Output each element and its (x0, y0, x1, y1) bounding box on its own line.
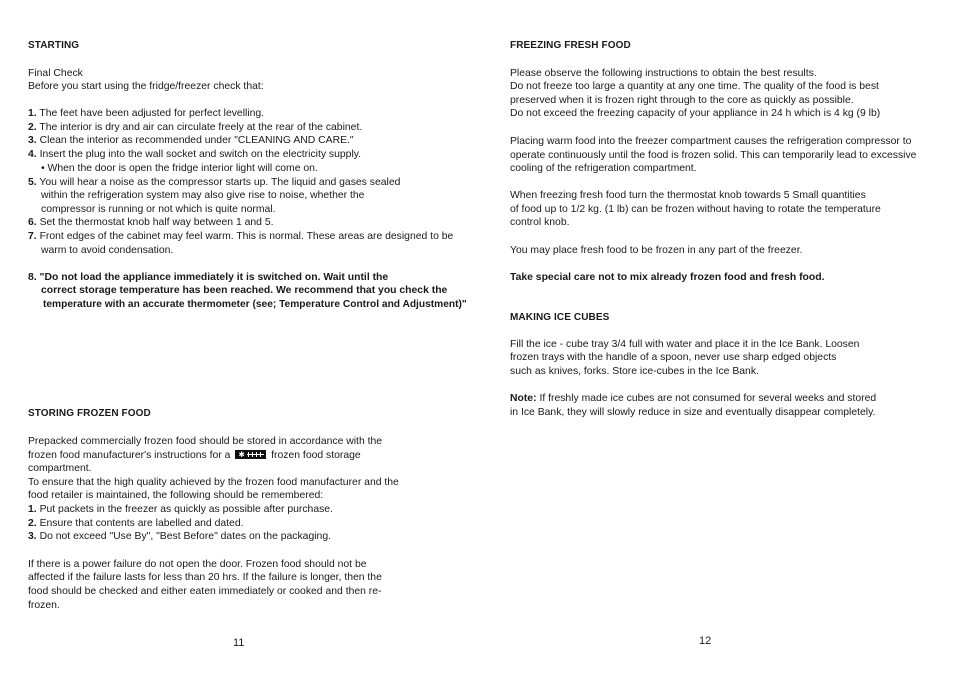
storing-paragraph: compartment. (28, 463, 92, 474)
list-item: 3. Clean the interior as recommended under "CLEANING AND CARE." (28, 135, 354, 146)
list-item: 1. Put packets in the freezer as quickly as possible after purchase. (28, 504, 333, 515)
list-item: 1. The feet have been adjusted for perfect levelling. (28, 108, 265, 119)
list-item: 5. You will hear a noise as the compressor starts up. The liquid and gases sealed (28, 177, 401, 188)
list-item: 7. Front edges of the cabinet may feel warm. This is normal. These areas are designed to be (28, 231, 454, 242)
ice-heading: MAKING ICE CUBES (510, 312, 610, 323)
list-item: 6. Set the thermostat knob half way between 1 and 5. (28, 217, 274, 228)
storing-paragraph: frozen food manufacturer's instructions for a ✱ frozen food storage (28, 450, 361, 461)
starting-heading: STARTING (28, 40, 80, 51)
freezing-warning: Take special care not to mix already frozen food and fresh food. (510, 272, 825, 283)
storing-heading: STORING FROZEN FOOD (28, 408, 151, 419)
list-item-cont: warm to avoid condensation. (41, 245, 174, 256)
list-item-cont: compressor is running or not which is quite normal. (41, 204, 276, 215)
page-number-right: 12 (699, 635, 712, 647)
star-rating-icon (235, 450, 266, 463)
note-label: Note: (510, 393, 537, 404)
list-item: 2. Ensure that contents are labelled and dated. (28, 518, 244, 529)
freezing-heading: FREEZING FRESH FOOD (510, 40, 631, 51)
storing-paragraph: To ensure that the high quality achieved by the frozen food manufacturer and the (28, 477, 399, 488)
final-check-intro: Before you start using the fridge/freezer check that: (28, 81, 264, 92)
svg-text:✱: ✱ (238, 450, 246, 459)
note-paragraph: Note: If freshly made ice cubes are not consumed for several weeks and stored (510, 393, 877, 404)
storing-paragraph: food retailer is maintained, the following should be remembered: (28, 490, 324, 501)
storing-paragraph: Prepacked commercially frozen food should be stored in accordance with the (28, 436, 383, 447)
page-number-left: 11 (233, 637, 245, 649)
list-item: 2. The interior is dry and air can circulate freely at the rear of the cabinet. (28, 122, 363, 133)
final-check-title: Final Check (28, 68, 83, 79)
list-item: 3. Do not exceed "Use By", "Best Before" dates on the packaging. (28, 531, 331, 542)
list-item-cont: within the refrigeration system may also give rise to noise, whether the (41, 190, 365, 201)
note-paragraph-cont: in Ice Bank, they will slowly reduce in size and eventually disappear completely. (510, 407, 876, 418)
list-item: 4. Insert the plug into the wall socket and switch on the electricity supply. (28, 149, 362, 160)
freezing-paragraph-4: You may place fresh food to be frozen in any part of the freezer. (510, 245, 803, 256)
list-item-bullet: • When the door is open the fridge interior light will come on. (41, 163, 318, 174)
